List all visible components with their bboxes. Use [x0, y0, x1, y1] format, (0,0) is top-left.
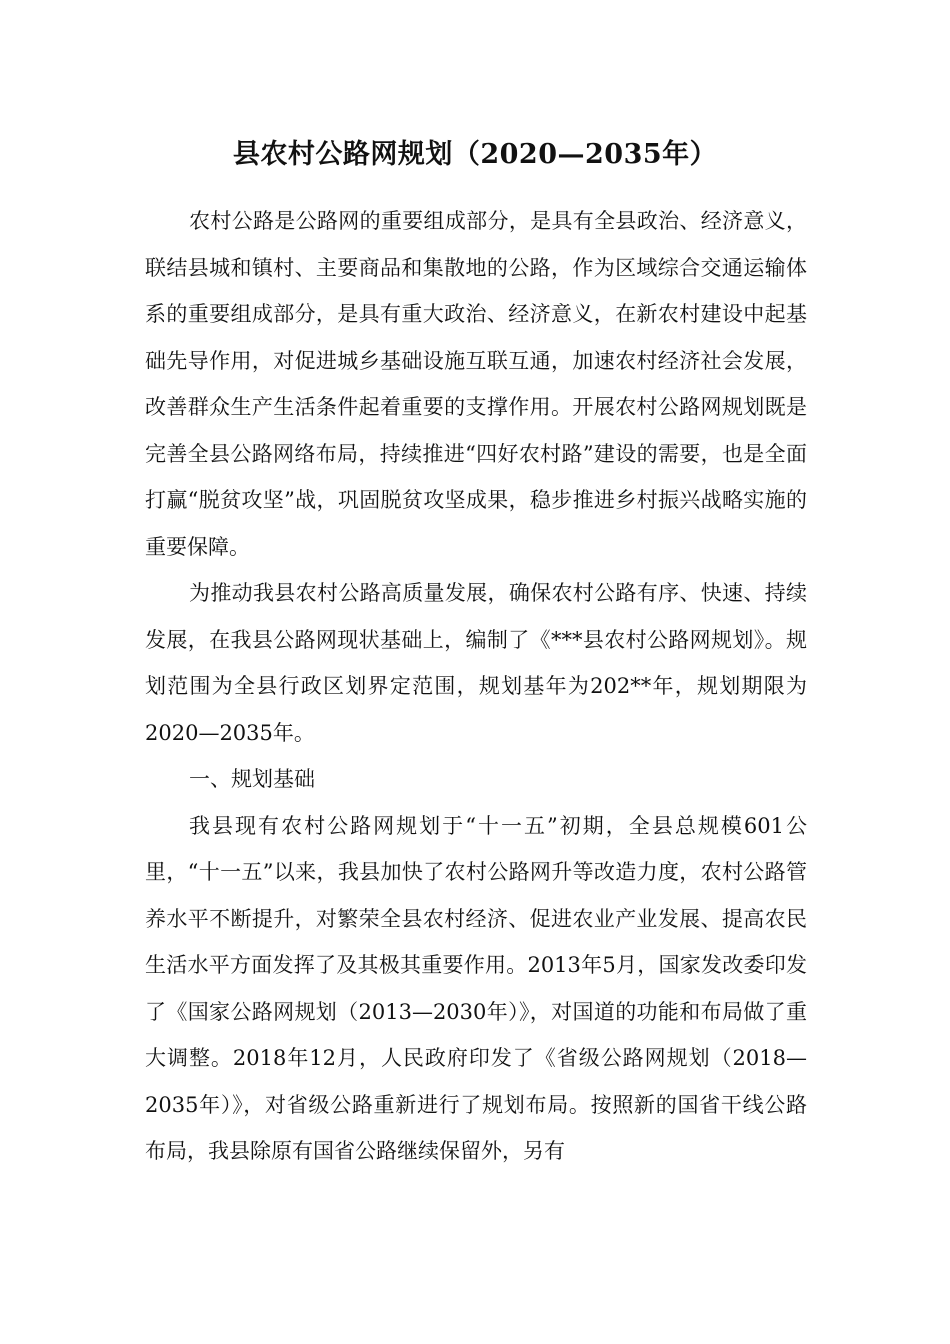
document-title: 县农村公路网规划（2020—2035年） [232, 139, 718, 170]
document-body [145, 198, 807, 1175]
paragraph-purpose: 为推动我县农村公路高质量发展，确保农村公路有序、快速、持续发展，在我县公路网现状基础上，编制了《***县农村公路网规划》。规划范围为全县行政区划界定范围，规划基年为202**年，规划期限为2020—2035年。 [145, 581, 807, 745]
paragraph-basis: 我县现有农村公路网规划于“十一五”初期，全县总规模601公里，“十一五”以来，我县加快了农村公路网升等改造力度，农村公路管养水平不断提升，对繁荣全县农村经济、促进农业产业发展、提高农民生活水平方面发挥了及其极其重要作用。2013年5月，国家发改委印发了《国家公路网规划（2013—2030年）》，对国道的功能和布局做了重大调整。2018年12月，人民政府印发了《省级公路网规划（2018—2035年）》，对省级公路重新进行了规划布局。按照新的国省干线公路布局，我县除原有国省公路继续保留外，另有 [145, 813, 807, 1163]
paragraph-intro: 农村公路是公路网的重要组成部分，是具有全县政治、经济意义，联结县城和镇村、主要商品和集散地的公路，作为区域综合交通运输体系的重要组成部分，是具有重大政治、经济意义，在新农村建设中起基础先导作用，对促进城乡基础设施互联互通，加速农村经济社会发展，改善群众生产生活条件起着重要的支撑作用。开展农村公路网规划既是完善全县公路网络布局，持续推进“四好农村路”建设的需要，也是全面打赢“脱贫攻坚”战，巩固脱贫攻坚成果，稳步推进乡村振兴战略实施的重要保障。 [145, 209, 807, 559]
section-heading: 一、规划基础 [189, 767, 315, 791]
